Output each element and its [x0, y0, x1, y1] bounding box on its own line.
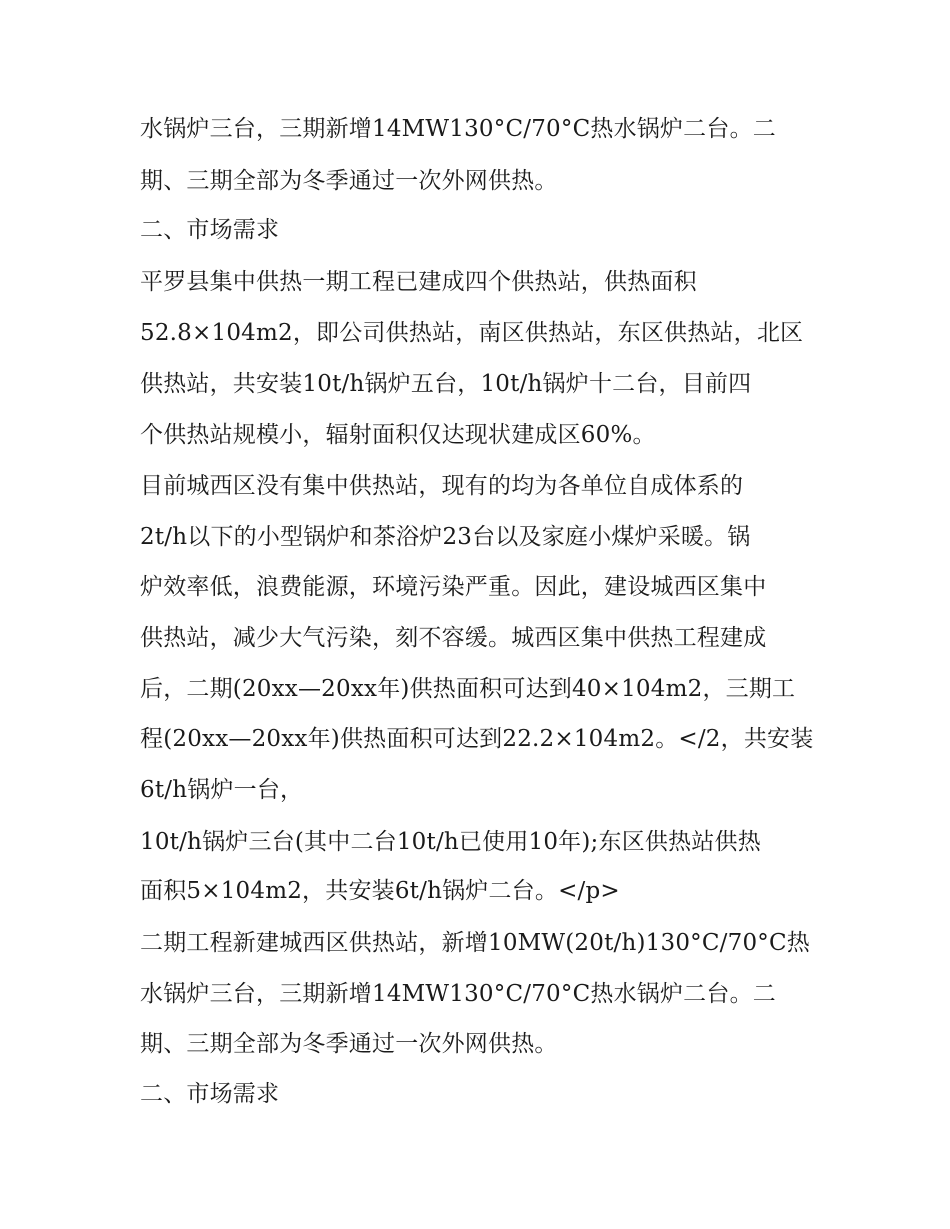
text-line: 程(20xx—20xx年)供热面积可达到22.2×104m2。</2，共安装	[140, 726, 814, 752]
section-heading: 二、市场需求	[140, 217, 280, 243]
text-line: 个供热站规模小，辐射面积仅达现状建成区60%。	[140, 422, 656, 448]
text-line: 炉效率低，浪费能源，环境污染严重。因此，建设城西区集中	[140, 574, 767, 600]
text-line: 水锅炉三台，三期新增14MW130°C/70°C热水锅炉二台。二	[140, 116, 776, 142]
text-line: 52.8×104m2，即公司供热站，南区供热站，东区供热站，北区	[140, 320, 804, 346]
text-line: 面积5×104m2，共安装6t/h锅炉二台。</p>	[140, 878, 620, 904]
text-line: 平罗县集中供热一期工程已建成四个供热站，供热面积	[140, 269, 697, 295]
text-line: 期、三期全部为冬季通过一次外网供热。	[140, 168, 558, 194]
text-line: 水锅炉三台，三期新增14MW130°C/70°C热水锅炉二台。二	[140, 981, 776, 1007]
text-line: 目前城西区没有集中供热站，现有的均为各单位自成体系的	[140, 473, 744, 499]
text-line: 后，二期(20xx—20xx年)供热面积可达到40×104m2，三期工	[140, 676, 796, 702]
text-line: 供热站，共安装10t/h锅炉五台，10t/h锅炉十二台，目前四	[140, 371, 752, 397]
text-line: 6t/h锅炉一台，	[140, 777, 304, 803]
text-line: 供热站，减少大气污染，刻不容缓。城西区集中供热工程建成	[140, 625, 767, 651]
text-line: 二期工程新建城西区供热站，新增10MW(20t/h)130°C/70°C热	[140, 930, 810, 956]
section-heading: 二、市场需求	[140, 1081, 280, 1107]
text-line: 2t/h以下的小型锅炉和茶浴炉23台以及家庭小煤炉采暖。锅	[140, 524, 751, 550]
text-line: 期、三期全部为冬季通过一次外网供热。	[140, 1031, 558, 1057]
text-line: 10t/h锅炉三台(其中二台10t/h已使用10年);东区供热站供热	[140, 829, 761, 855]
